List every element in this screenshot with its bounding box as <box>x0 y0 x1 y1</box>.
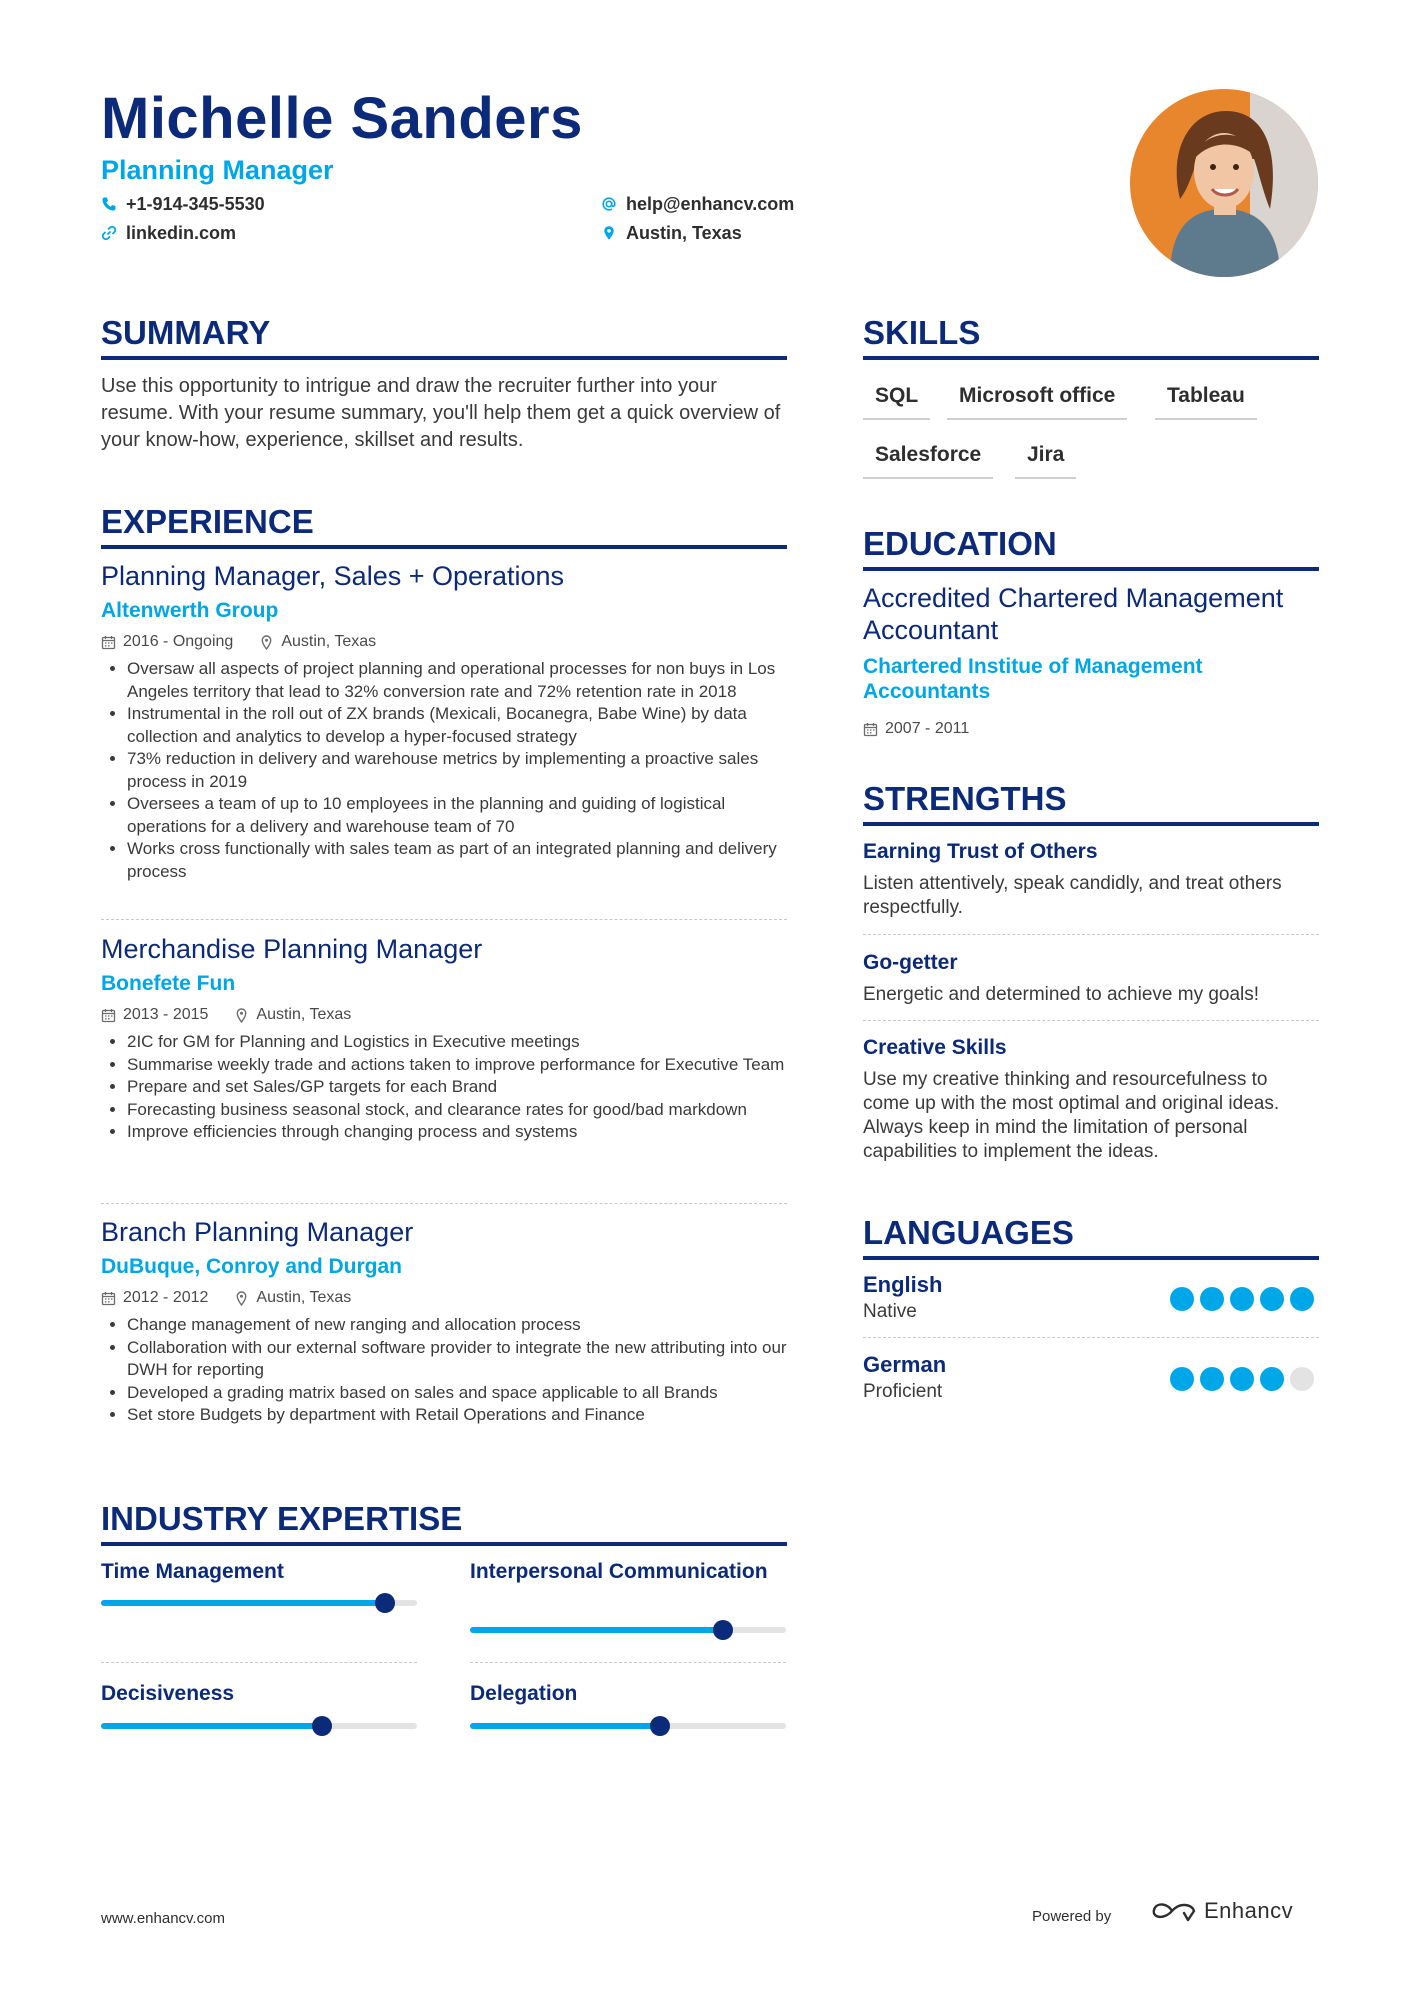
email-icon <box>601 196 617 212</box>
contact-phone <box>101 193 265 215</box>
job-bullets <box>101 658 787 883</box>
strength-text: Listen attentively, speak candidly, and treat others respectfully. <box>863 873 1282 918</box>
rating-dot <box>1260 1367 1284 1391</box>
footer-powered-by: Powered by <box>1032 1908 1112 1925</box>
strengths-heading: STRENGTHS <box>863 780 1319 826</box>
job-bullet: • Forecasting business seasonal stock, and clearance rates for good/bad markdown <box>127 1099 787 1122</box>
job-dates: 2013 - 2015 <box>123 1006 209 1023</box>
job-meta <box>101 1005 787 1025</box>
skill-chip: Microsoft office <box>947 382 1127 420</box>
expertise-label: Time Management <box>101 1560 284 1583</box>
expertise-bar <box>101 1723 417 1729</box>
expertise-bar-fill <box>470 1627 723 1633</box>
strength-divider <box>863 1020 1319 1021</box>
expertise-bar <box>101 1600 417 1606</box>
expertise-bar-fill <box>101 1600 385 1606</box>
rating-dot <box>1290 1367 1314 1391</box>
skill-chip: Tableau <box>1155 382 1257 420</box>
strength-title: Earning Trust of Others <box>863 840 1098 863</box>
rating-dot <box>1200 1287 1224 1311</box>
summary-heading: SUMMARY <box>101 314 787 360</box>
phone-icon <box>101 196 117 212</box>
expertise-bar-fill <box>101 1723 322 1729</box>
job-bullet: • Prepare and set Sales/GP targets for each Brand <box>127 1076 787 1099</box>
profile-photo <box>1130 89 1318 277</box>
phone-text: +1-914-345-5530 <box>126 194 265 214</box>
pin-icon <box>234 1008 249 1023</box>
summary-text: Use this opportunity to intrigue and draw the recruiter further into your resume. With your resume summary, you'll help them get a quick overview of your know-how, experience, skillset and results. <box>101 375 781 451</box>
strength-divider <box>863 934 1319 935</box>
candidate-role: Planning Manager <box>101 155 334 185</box>
rating-dot <box>1230 1287 1254 1311</box>
job-bullet: • Set store Budgets by department with Retail Operations and Finance <box>127 1404 787 1427</box>
candidate-name: Michelle Sanders <box>101 86 583 151</box>
skill-chip: Jira <box>1015 441 1076 479</box>
linkedin-text[interactable]: linkedin.com <box>126 223 237 243</box>
job-bullet: • Summarise weekly trade and actions taken to improve performance for Executive Team <box>127 1054 787 1077</box>
language-name: German <box>863 1352 947 1377</box>
expertise-bar <box>470 1723 786 1729</box>
experience-heading: EXPERIENCE <box>101 503 787 549</box>
expertise-item <box>101 1680 417 1740</box>
pin-icon <box>234 1291 249 1306</box>
education-school: Chartered Institue of Management Accountants <box>863 655 1203 703</box>
rating-dot <box>1230 1367 1254 1391</box>
job-bullet: • Instrumental in the roll out of ZX brands (Mexicali, Bocanegra, Babe Wine) by data collection and analytics to develop a hyper-focused strategy <box>127 703 787 748</box>
strength-title: Creative Skills <box>863 1036 1007 1059</box>
job-dates: 2016 - Ongoing <box>123 633 234 650</box>
link-icon <box>101 225 117 241</box>
job-bullet: • Change management of new ranging and allocation process <box>127 1314 787 1337</box>
job-divider <box>101 919 787 920</box>
expertise-label: Delegation <box>470 1682 578 1705</box>
job-bullet: • Collaboration with our external software provider to integrate the new attributing into our DWH for reporting <box>127 1337 787 1382</box>
skill-chip: SQL <box>863 382 930 420</box>
expertise-label: Interpersonal Communication <box>470 1560 768 1583</box>
job-bullet: • Improve efficiencies through changing process and systems <box>127 1121 787 1144</box>
job-location: Austin, Texas <box>256 1006 352 1023</box>
job-dates: 2012 - 2012 <box>123 1289 209 1306</box>
job-bullet: • Developed a grading matrix based on sales and space applicable to all Brands <box>127 1382 787 1405</box>
contact-linkedin[interactable] <box>101 222 236 244</box>
expertise-bar-knob <box>713 1620 733 1640</box>
rating-dot <box>1260 1287 1284 1311</box>
expertise-divider <box>101 1662 417 1663</box>
contact-email[interactable] <box>601 193 794 215</box>
job-title: Merchandise Planning Manager <box>101 934 483 964</box>
language-rating <box>1170 1367 1320 1391</box>
job-meta <box>101 1288 787 1308</box>
job-location: Austin, Texas <box>281 633 377 650</box>
language-level: Native <box>863 1301 917 1322</box>
contact-location <box>601 222 742 244</box>
education-dates: 2007 - 2011 <box>885 720 970 737</box>
pin-icon <box>259 635 274 650</box>
job-title: Planning Manager, Sales + Operations <box>101 561 565 591</box>
job-divider <box>101 1203 787 1204</box>
skill-chip: Salesforce <box>863 441 993 479</box>
expertise-bar-fill <box>470 1723 660 1729</box>
calendar-icon <box>101 1008 116 1023</box>
job-meta <box>101 632 787 652</box>
expertise-bar <box>470 1627 786 1633</box>
industry-expertise-heading: INDUSTRY EXPERTISE <box>101 1500 787 1546</box>
language-rating <box>1170 1287 1320 1311</box>
job-location: Austin, Texas <box>256 1289 352 1306</box>
location-icon <box>601 225 617 241</box>
calendar-icon <box>101 1291 116 1306</box>
rating-dot <box>1170 1367 1194 1391</box>
location-text: Austin, Texas <box>626 223 742 243</box>
job-entry <box>101 560 787 883</box>
job-bullet: • Works cross functionally with sales team as part of an integrated planning and delivery process <box>127 838 787 883</box>
rating-dot <box>1170 1287 1194 1311</box>
strength-text: Use my creative thinking and resourcefulness to come up with the most optimal and original ideas. Always keep in mind the limitation of personal capabilities to implement the ideas. <box>863 1069 1280 1162</box>
job-bullets <box>101 1314 787 1427</box>
language-level: Proficient <box>863 1381 943 1402</box>
job-entry <box>101 1216 787 1427</box>
job-entry <box>101 933 787 1144</box>
expertise-bar-knob <box>312 1716 332 1736</box>
education-degree: Accredited Chartered Management Accountant <box>863 583 1284 645</box>
rating-dot <box>1290 1287 1314 1311</box>
skills-heading: SKILLS <box>863 314 1319 360</box>
job-bullet: • 73% reduction in delivery and warehouse metrics by implementing a proactive sales process in 2019 <box>127 748 787 793</box>
job-bullet: • Oversaw all aspects of project planning and operational processes for non buys in Los Angeles territory that lead to 32% conversion rate and 72% retention rate in 2018 <box>127 658 787 703</box>
enhancv-logo <box>1150 1898 1293 1924</box>
calendar-icon <box>863 722 878 737</box>
job-company: Altenwerth Group <box>101 599 279 622</box>
language-divider <box>863 1337 1319 1338</box>
rating-dot <box>1200 1367 1224 1391</box>
expertise-divider <box>470 1662 786 1663</box>
languages-heading: LANGUAGES <box>863 1214 1319 1260</box>
expertise-item <box>101 1558 417 1618</box>
expertise-label: Decisiveness <box>101 1682 235 1705</box>
email-text[interactable]: help@enhancv.com <box>626 194 795 214</box>
job-company: Bonefete Fun <box>101 972 236 995</box>
expertise-item <box>470 1558 786 1638</box>
strength-text: Energetic and determined to achieve my goals! <box>863 984 1260 1005</box>
education-heading: EDUCATION <box>863 525 1319 571</box>
strength-title: Go-getter <box>863 951 958 974</box>
expertise-bar-knob <box>375 1593 395 1613</box>
expertise-bar-knob <box>650 1716 670 1736</box>
language-name: English <box>863 1272 943 1297</box>
job-title: Branch Planning Manager <box>101 1217 414 1247</box>
job-bullet: • 2IC for GM for Planning and Logistics in Executive meetings <box>127 1031 787 1054</box>
job-company: DuBuque, Conroy and Durgan <box>101 1255 402 1278</box>
job-bullet: • Oversees a team of up to 10 employees in the planning and guiding of logistical operations for a delivery and warehouse team of 70 <box>127 793 787 838</box>
footer-url[interactable]: www.enhancv.com <box>101 1910 225 1927</box>
expertise-item <box>470 1680 786 1740</box>
enhancv-brand: Enhancv <box>1204 1898 1294 1923</box>
enhancv-logo-icon <box>1150 1898 1198 1924</box>
education-meta <box>863 719 969 739</box>
job-bullets <box>101 1031 787 1144</box>
calendar-icon <box>101 635 116 650</box>
